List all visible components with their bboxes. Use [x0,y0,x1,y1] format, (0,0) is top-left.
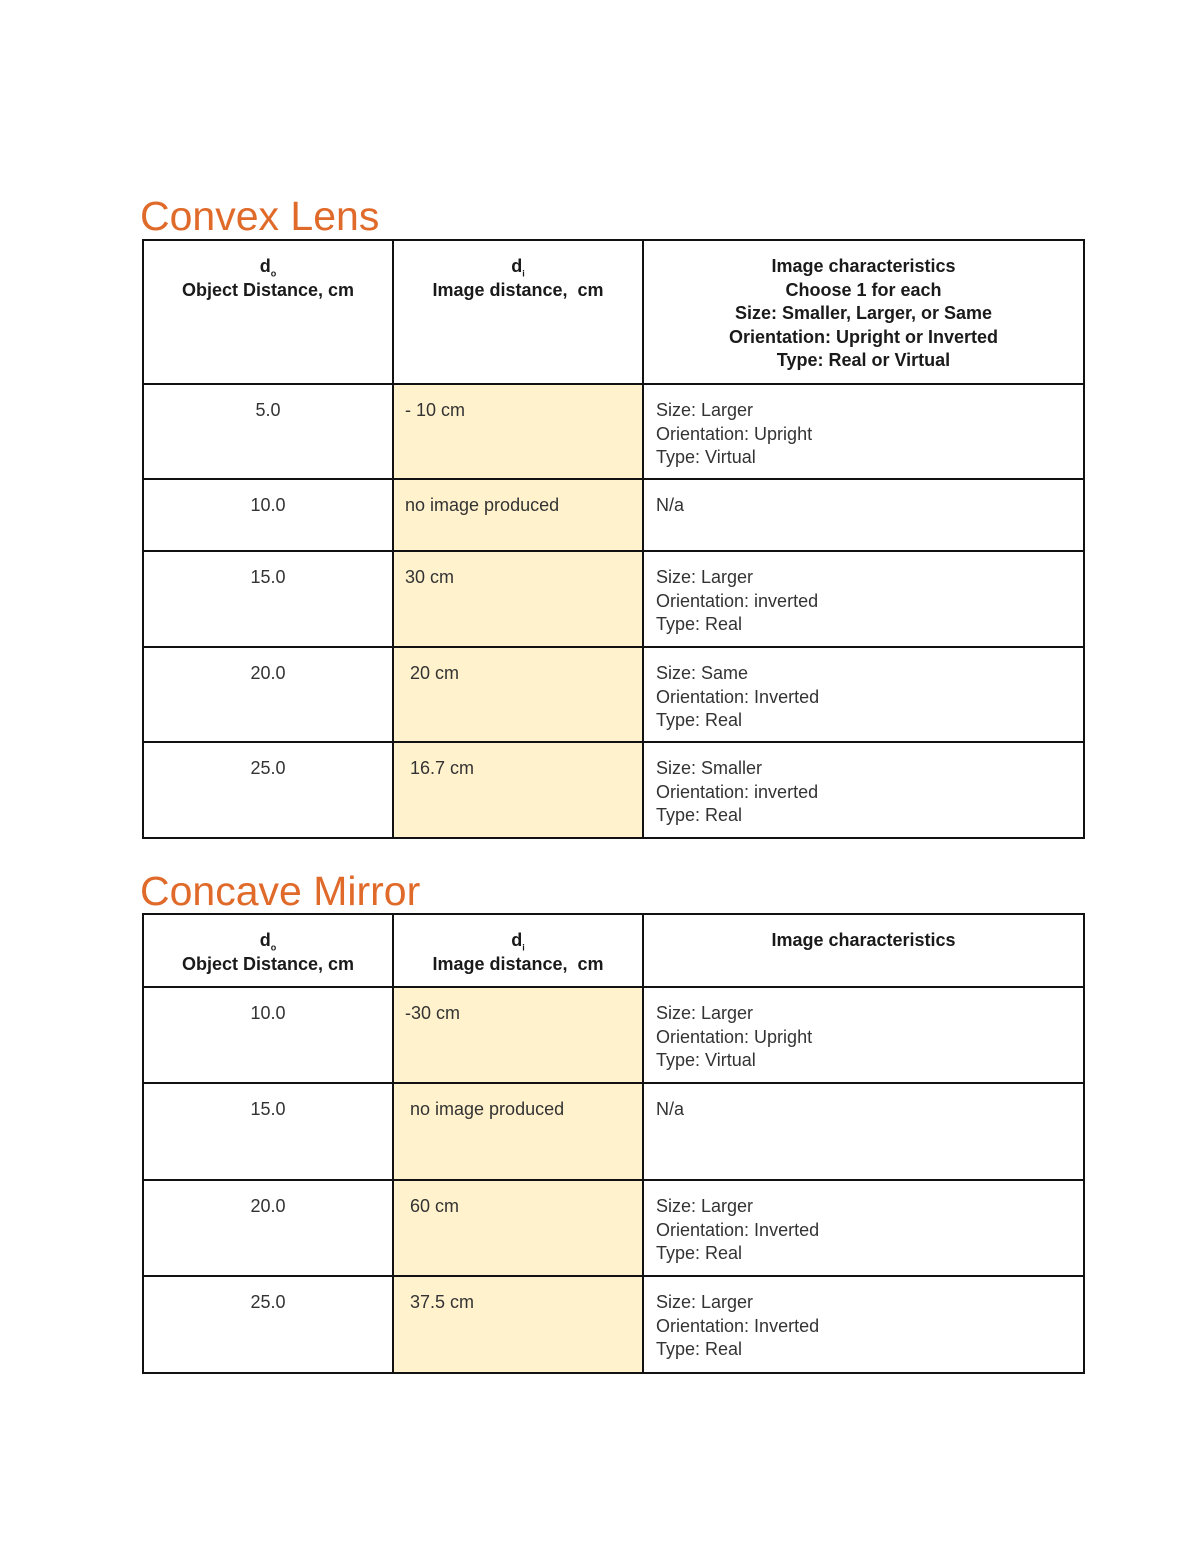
table-row [143,1276,1084,1373]
table-row [143,742,1084,838]
header-line: Image characteristics [771,930,956,950]
characteristic-size: Size: Larger [656,1196,754,1216]
header-line: Size: Smaller, Larger, or Same [734,303,993,323]
section-title-convex-lens: Convex Lens [140,193,380,239]
object-distance-cell: 20.0 [143,647,393,742]
object-distance-cell: 25.0 [143,1276,393,1373]
characteristic-orientation: Orientation: Upright [656,423,813,444]
image-distance-symbol: $d_i$ [511,256,525,279]
characteristic-type: Type: Virtual [656,1050,756,1070]
object-distance-cell: 10.0 [143,987,393,1083]
characteristic-type: Type: Real [656,1243,743,1263]
object-distance-symbol: $d_o$ [259,930,277,953]
table-header-row [143,914,1084,987]
characteristic-size: Size: Smaller [656,758,763,778]
characteristic-type: Type: Real [656,1339,743,1359]
header-object-distance [143,914,393,987]
characteristic-size: Size: Larger [656,567,754,587]
image-distance-cell[interactable]: 30 cm [393,551,643,647]
characteristic-orientation: Orientation: Inverted [656,1219,820,1240]
header-image-distance [393,914,643,987]
object-distance-cell: 5.0 [143,384,393,479]
header-image-characteristics [643,240,1084,384]
object-distance-cell: 15.0 [143,1083,393,1180]
table-row [143,647,1084,742]
image-distance-symbol: $d_i$ [511,930,525,953]
characteristics-cell[interactable] [643,647,1084,742]
table-row [143,1180,1084,1276]
header-line: Type: Real or Virtual [776,350,951,370]
characteristics-cell[interactable] [643,1083,1084,1180]
characteristic-orientation: Orientation: Inverted [656,1315,820,1336]
image-distance-cell[interactable]: - 10 cm [393,384,643,479]
characteristic-orientation: Orientation: Inverted [656,686,820,707]
header-line: Image characteristics [771,256,956,276]
characteristics-cell[interactable] [643,1276,1084,1373]
object-distance-cell: 10.0 [143,479,393,551]
table-row [143,987,1084,1083]
characteristics-cell[interactable] [643,742,1084,838]
characteristic-na: N/a [656,1099,685,1119]
object-distance-cell: 20.0 [143,1180,393,1276]
characteristic-size: Size: Larger [656,400,754,420]
characteristic-orientation: Orientation: inverted [656,781,819,802]
image-distance-label: Image distance, cm [432,279,604,300]
characteristics-cell[interactable] [643,384,1084,479]
concave-mirror-table [142,913,1085,1374]
object-distance-symbol: $d_o$ [259,256,277,279]
table-row [143,384,1084,479]
characteristic-orientation: Orientation: Upright [656,1026,813,1047]
header-image-distance [393,240,643,384]
image-distance-cell[interactable]: no image produced [393,1083,643,1180]
image-distance-cell[interactable]: 60 cm [393,1180,643,1276]
image-distance-label: Image distance, cm [432,953,604,974]
characteristic-type: Type: Real [656,805,743,825]
characteristics-cell[interactable] [643,551,1084,647]
characteristic-na: N/a [656,495,685,515]
header-line: Choose 1 for each [785,279,942,300]
object-distance-cell: 25.0 [143,742,393,838]
section-title-concave-mirror: Concave Mirror [140,868,421,914]
characteristic-type: Type: Virtual [656,447,756,467]
table-header-row [143,240,1084,384]
header-image-characteristics [643,914,1084,987]
convex-lens-table [142,239,1085,839]
characteristic-type: Type: Real [656,710,743,730]
table-row [143,551,1084,647]
characteristics-cell[interactable] [643,1180,1084,1276]
image-distance-cell[interactable]: 37.5 cm [393,1276,643,1373]
object-distance-label: Object Distance, cm [181,279,355,300]
object-distance-label: Object Distance, cm [181,953,355,974]
characteristic-type: Type: Real [656,614,743,634]
characteristic-orientation: Orientation: inverted [656,590,819,611]
image-distance-cell[interactable]: no image produced [393,479,643,551]
table-row [143,1083,1084,1180]
table-row [143,479,1084,551]
object-distance-cell: 15.0 [143,551,393,647]
image-distance-cell[interactable]: 16.7 cm [393,742,643,838]
characteristic-size: Size: Same [656,663,749,683]
header-object-distance [143,240,393,384]
characteristics-cell[interactable] [643,987,1084,1083]
characteristic-size: Size: Larger [656,1292,754,1312]
header-line: Orientation: Upright or Inverted [728,326,998,347]
characteristic-size: Size: Larger [656,1003,754,1023]
characteristics-cell[interactable] [643,479,1084,551]
image-distance-cell[interactable]: -30 cm [393,987,643,1083]
image-distance-cell[interactable]: 20 cm [393,647,643,742]
